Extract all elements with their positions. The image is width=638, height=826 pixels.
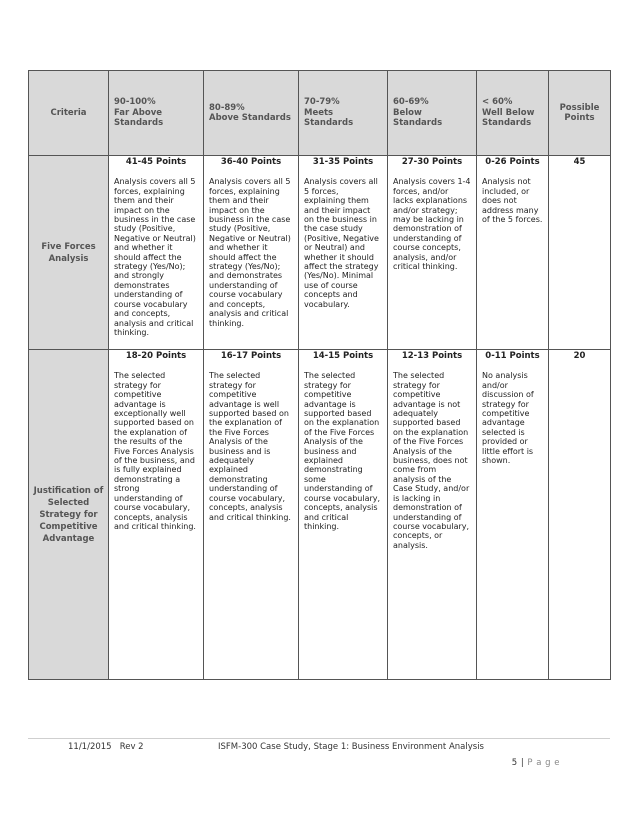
- cell-description: Analysis covers all 5 forces, explaining them and their impact on the business in the case study (Positive, Negative or Neutral) and whether it should affect the strategy (Yes/No). Minimal use of course concepts and vocabulary.: [304, 177, 379, 309]
- rubric-cell: [204, 350, 299, 680]
- level-header: [204, 71, 299, 156]
- points-range: 41-45 Points: [125, 157, 187, 167]
- footer-date-rev: 11/1/2015 Rev 2: [68, 742, 144, 752]
- possible-points-value: 45: [549, 156, 611, 350]
- points-range: 18-20 Points: [125, 351, 187, 361]
- points-range: 12-13 Points: [401, 351, 463, 361]
- level-range: < 60%: [482, 97, 513, 108]
- header-row: [29, 71, 611, 156]
- rubric-cell: [299, 156, 388, 350]
- possible-points-value: 20: [549, 350, 611, 680]
- level-range: 70-79%: [304, 97, 340, 108]
- points-range: 31-35 Points: [312, 157, 374, 167]
- cell-description: The selected strategy for competitive advantage is supported based on the explanation of the Five Forces Analysis of the business and explained demonstrating some understanding of course vocabulary, concepts, analysis and critical thinking.: [304, 371, 381, 531]
- cell-description: Analysis not included, or does not address many of the 5 forces.: [482, 177, 543, 225]
- footer-doc-title: ISFM-300 Case Study, Stage 1: Business Environment Analysis: [218, 742, 484, 752]
- level-header: [109, 71, 204, 156]
- level-header: [477, 71, 549, 156]
- cell-description: The selected strategy for competitive advantage is well supported based on the explanation of the Five Forces Analysis of the business and is adequately explained demonstrating understanding of course vocabulary, concepts, analysis and critical thinking.: [209, 371, 291, 522]
- rubric-cell: [388, 156, 477, 350]
- footer-divider: [28, 738, 610, 739]
- rubric-cell: [299, 350, 388, 680]
- level-range: 80-89%: [209, 102, 245, 113]
- page-number-value: 5: [511, 758, 518, 768]
- points-range: 27-30 Points: [401, 157, 463, 167]
- possible-points-header: Possible Points: [549, 71, 611, 156]
- points-range: 0-11 Points: [485, 351, 540, 361]
- rubric-cell: [109, 350, 204, 680]
- cell-description: Analysis covers 1-4 forces, and/or lacks explanations and/or strategy; may be lacking in demonstration of understanding of course concepts, analysis, and/or critical thinking.: [393, 177, 471, 272]
- rubric-cell: [109, 156, 204, 350]
- level-label: Meets Standards: [304, 107, 354, 129]
- level-range: 90-100%: [114, 97, 156, 108]
- page-label: P a g e: [527, 758, 560, 768]
- rubric-cell: [477, 156, 549, 350]
- points-range: 14-15 Points: [312, 351, 374, 361]
- level-header: [388, 71, 477, 156]
- level-range: 60-69%: [393, 97, 429, 108]
- level-label: Above Standards: [209, 113, 291, 123]
- criterion-cell: Five Forces Analysis: [29, 156, 109, 350]
- points-range: 36-40 Points: [220, 157, 282, 167]
- rubric-table: [28, 70, 611, 680]
- table-row: [29, 156, 611, 350]
- rubric-cell: [204, 156, 299, 350]
- table-row: [29, 350, 611, 680]
- criterion-cell: Justification of Selected Strategy for Competitive Advantage: [29, 350, 109, 680]
- page-number: 5 | P a g e: [511, 758, 560, 768]
- level-label: Well Below Standards: [482, 107, 535, 129]
- cell-description: The selected strategy for competitive advantage is not adequately supported based on the explanation of the Five Forces Analysis of the business, does not come from analysis of the Case Study, and/or is lacking in demonstration of understanding of course vocabulary, concepts, or analysis.: [393, 371, 470, 550]
- level-label: Below Standards: [393, 107, 443, 129]
- points-range: 16-17 Points: [220, 351, 282, 361]
- points-range: 0-26 Points: [485, 157, 540, 167]
- level-label: Far Above Standards: [114, 107, 164, 129]
- cell-description: Analysis covers all 5 forces, explaining them and their impact on the business in the case study (Positive, Negative or Neutral) and whether it should affect the strategy (Yes/No); and demonstrates understanding of course vocabulary and concepts, analysis and critical thinking.: [209, 177, 291, 328]
- cell-description: No analysis and/or discussion of strategy for competitive advantage selected is provided or little effort is shown.: [482, 371, 534, 466]
- criteria-header: Criteria: [29, 71, 109, 156]
- level-header: [299, 71, 388, 156]
- cell-description: The selected strategy for competitive advantage is exceptionally well supported based on the explanation of the results of the Five Forces Analysis of the business, and is fully explained demonstrating a strong understanding of course vocabulary, concepts, analysis and critical thinking.: [114, 371, 196, 531]
- rubric-cell: [477, 350, 549, 680]
- cell-description: Analysis covers all 5 forces, explaining them and their impact on the business in the case study (Positive, Negative or Neutral) and whether it should affect the strategy (Yes/No); and strongly demonstrates understanding of course vocabulary and concepts, analysis and critical thinking.: [114, 177, 196, 337]
- rubric-cell: [388, 350, 477, 680]
